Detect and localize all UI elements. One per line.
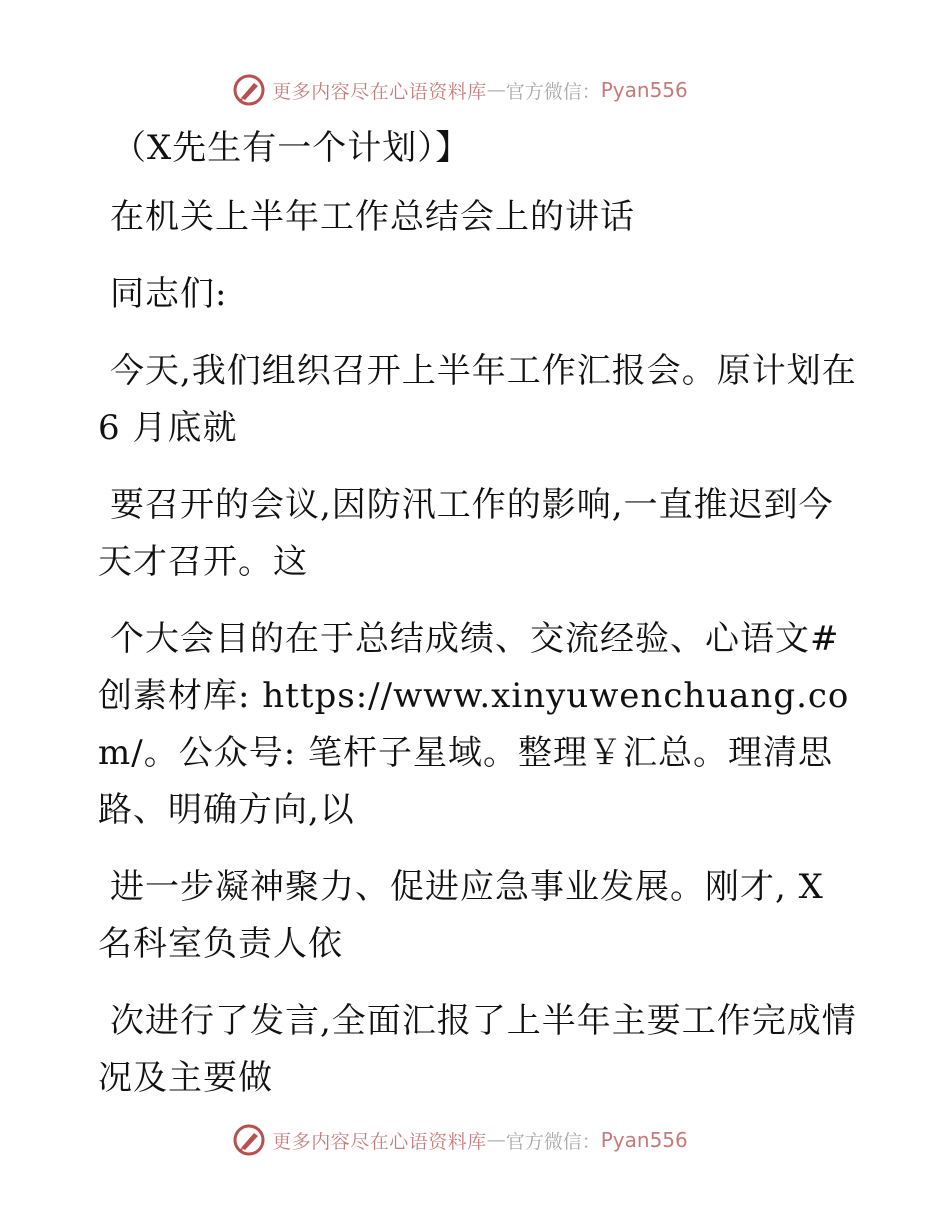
paragraph-body: 个大会目的在于总结成绩、交流经验、心语文#创素材库: https://www.xinyuwenchuang.com/。公众号: 笔杆子星域。整理￥汇总。理清思路、明确方向,以: [98, 619, 850, 830]
pen-logo-icon: [232, 1123, 266, 1157]
pen-logo-icon: [232, 73, 266, 107]
watermark-label: 官方微信：: [505, 80, 601, 103]
paragraph-body: 今天,我们组织召开上半年工作汇报会。原计划在6 月底就: [98, 351, 857, 448]
paragraph-salutation: 同志们:: [110, 274, 228, 314]
watermark-separator: —: [486, 1129, 506, 1151]
paragraph-body: 次进行了发言,全面汇报了上半年主要工作完成情况及主要做: [98, 1001, 857, 1098]
paragraph-body: 进一步凝神聚力、促进应急事业发展。刚才, X名科室负责人依: [98, 867, 824, 964]
document-body: [98, 120, 858, 1127]
watermark-title: 更多内容尽在心语资料库: [272, 1130, 487, 1153]
watermark-id: Pyan556: [600, 78, 688, 102]
watermark-separator: —: [486, 79, 506, 101]
paragraph-plan-note: （X先生有一个计划）】: [112, 128, 471, 168]
watermark-label: 官方微信：: [505, 1130, 601, 1153]
watermark-title: 更多内容尽在心语资料库: [272, 80, 487, 103]
watermark-id: Pyan556: [600, 1128, 688, 1152]
paragraph-body: 要召开的会议,因防汛工作的影响,一直推迟到今天才召开。这: [98, 485, 834, 582]
header-watermark: [0, 70, 950, 110]
paragraph-title: 在机关上半年工作总结会上的讲话: [110, 197, 635, 237]
footer-watermark: [0, 1120, 950, 1160]
